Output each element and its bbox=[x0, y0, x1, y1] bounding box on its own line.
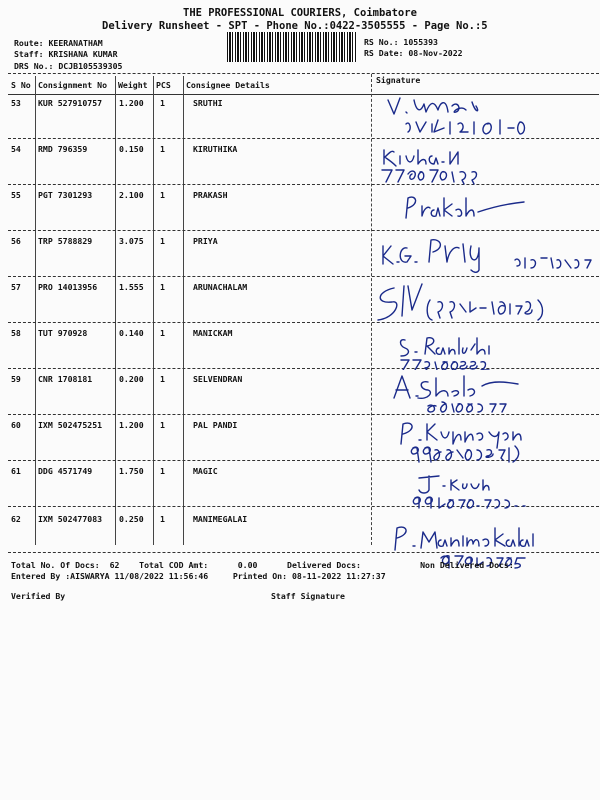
signature-image bbox=[378, 140, 578, 186]
row-consignee: SRUTHI bbox=[193, 98, 223, 108]
row-rule bbox=[8, 184, 599, 185]
staff-signature-label: Staff Signature bbox=[271, 591, 345, 601]
row-sno: 54 bbox=[11, 144, 21, 154]
row-consignment: TUT 970928 bbox=[38, 328, 88, 338]
row-weight: 0.200 bbox=[119, 374, 144, 384]
signature-image bbox=[388, 368, 558, 414]
row-consignment: PGT 7301293 bbox=[38, 190, 93, 200]
row-consignment: KUR 527910757 bbox=[38, 98, 103, 108]
row-pcs: 1 bbox=[160, 466, 165, 476]
row-consignee: PRAKASH bbox=[193, 190, 228, 200]
row-pcs: 1 bbox=[160, 374, 165, 384]
signature-image bbox=[395, 414, 555, 464]
row-weight: 2.100 bbox=[119, 190, 144, 200]
col-header-consignment: Consignment No bbox=[38, 80, 108, 90]
row-sno: 56 bbox=[11, 236, 21, 246]
row-consignment: PRO 14013956 bbox=[38, 282, 98, 292]
col-divider bbox=[183, 76, 184, 545]
row-weight: 1.750 bbox=[119, 466, 144, 476]
row-weight: 1.200 bbox=[119, 98, 144, 108]
row-weight: 1.200 bbox=[119, 420, 144, 430]
row-rule bbox=[8, 460, 599, 461]
drs-number: DRS No.: DCJB105539305 bbox=[14, 61, 123, 71]
route-label: Route: KEERANATHAM bbox=[14, 38, 103, 48]
row-consignment: IXM 502477083 bbox=[38, 514, 103, 524]
signature-image bbox=[380, 92, 580, 140]
row-sno: 59 bbox=[11, 374, 21, 384]
rs-date: RS Date: 08-Nov-2022 bbox=[364, 48, 463, 58]
row-consignee: SELVENDRAN bbox=[193, 374, 243, 384]
staff-label: Staff: KRISHANA KUMAR bbox=[14, 49, 118, 59]
signature-image bbox=[372, 278, 587, 326]
row-sno: 53 bbox=[11, 98, 21, 108]
row-rule bbox=[8, 138, 599, 139]
document-title: THE PROFESSIONAL COURIERS, Coimbatore bbox=[183, 7, 417, 19]
row-consignment: IXM 502475251 bbox=[38, 420, 103, 430]
document-subtitle: Delivery Runsheet - SPT - Phone No.:0422-3505555 - Page No.:5 bbox=[102, 20, 488, 32]
col-header-weight: Weight bbox=[118, 80, 148, 90]
row-pcs: 1 bbox=[160, 420, 165, 430]
row-rule bbox=[8, 276, 599, 277]
row-consignee: KIRUTHIKA bbox=[193, 144, 238, 154]
col-divider bbox=[371, 74, 372, 545]
col-header-consignee: Consignee Details bbox=[186, 80, 270, 90]
row-sno: 55 bbox=[11, 190, 21, 200]
row-weight: 0.140 bbox=[119, 328, 144, 338]
row-rule bbox=[8, 506, 599, 507]
entered-by-line: Entered By :AISWARYA 11/08/2022 11:56:46 Printed On: 08-11-2022 11:27:37 bbox=[11, 571, 386, 581]
row-consignee: MANICKAM bbox=[193, 328, 233, 338]
col-header-signature: Signature bbox=[376, 75, 421, 85]
row-sno: 61 bbox=[11, 466, 21, 476]
row-pcs: 1 bbox=[160, 190, 165, 200]
barcode bbox=[227, 32, 357, 62]
table-header-rule bbox=[8, 94, 599, 95]
row-consignee: MAGIC bbox=[193, 466, 218, 476]
row-weight: 0.250 bbox=[119, 514, 144, 524]
col-header-pcs: PCS bbox=[156, 80, 171, 90]
row-consignment: DDG 4571749 bbox=[38, 466, 93, 476]
row-rule bbox=[8, 368, 599, 369]
totals-line: Total No. Of Docs: 62 Total COD Amt: 0.00 Delivered Docs: Non Delivered Docs: bbox=[11, 560, 514, 570]
row-consignment: RMD 796359 bbox=[38, 144, 88, 154]
row-weight: 1.555 bbox=[119, 282, 144, 292]
row-consignee: ARUNACHALAM bbox=[193, 282, 248, 292]
row-pcs: 1 bbox=[160, 144, 165, 154]
row-sno: 60 bbox=[11, 420, 21, 430]
row-pcs: 1 bbox=[160, 236, 165, 246]
table-top-rule bbox=[8, 73, 599, 74]
row-consignment: TRP 5788829 bbox=[38, 236, 93, 246]
row-consignee: PAL PANDI bbox=[193, 420, 238, 430]
col-divider bbox=[35, 76, 36, 545]
verified-by-label: Verified By bbox=[11, 591, 66, 601]
row-consignment: CNR 1708181 bbox=[38, 374, 93, 384]
row-pcs: 1 bbox=[160, 98, 165, 108]
signature-image bbox=[400, 188, 550, 228]
row-consignee: MANIMEGALAI bbox=[193, 514, 248, 524]
row-rule bbox=[8, 414, 599, 415]
row-rule bbox=[8, 322, 599, 323]
row-pcs: 1 bbox=[160, 328, 165, 338]
row-rule bbox=[8, 552, 599, 553]
col-header-sno: S No bbox=[11, 80, 31, 90]
row-weight: 3.075 bbox=[119, 236, 144, 246]
col-divider bbox=[115, 76, 116, 545]
col-divider bbox=[153, 76, 154, 545]
signature-image bbox=[395, 330, 555, 370]
row-pcs: 1 bbox=[160, 282, 165, 292]
row-pcs: 1 bbox=[160, 514, 165, 524]
row-consignee: PRIYA bbox=[193, 236, 218, 246]
row-sno: 57 bbox=[11, 282, 21, 292]
signature-image bbox=[375, 232, 600, 276]
row-weight: 0.150 bbox=[119, 144, 144, 154]
row-sno: 58 bbox=[11, 328, 21, 338]
row-rule bbox=[8, 230, 599, 231]
rs-number: RS No.: 1055393 bbox=[364, 37, 438, 47]
row-sno: 62 bbox=[11, 514, 21, 524]
